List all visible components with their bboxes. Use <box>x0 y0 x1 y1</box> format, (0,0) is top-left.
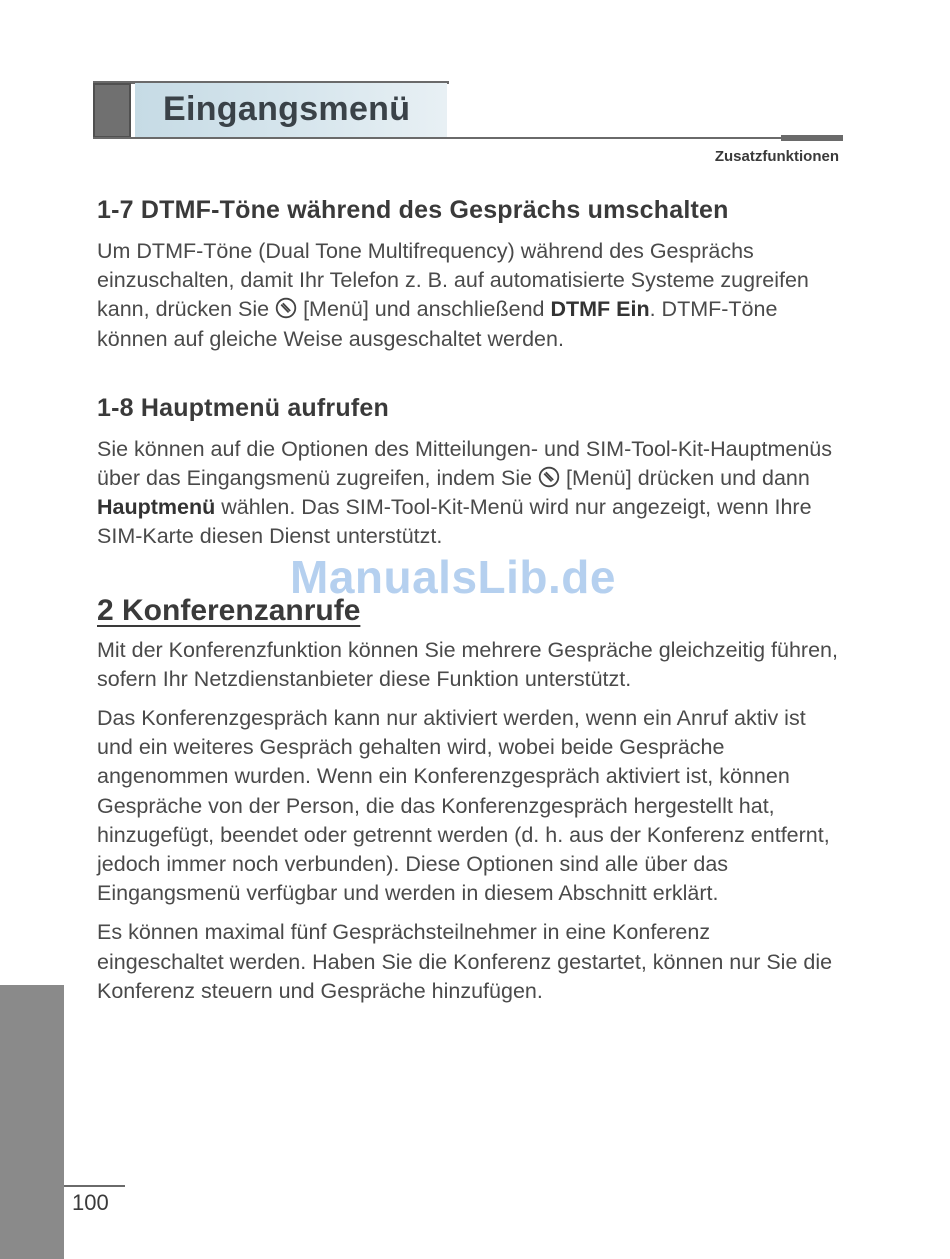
paragraph-1-7 <box>97 237 842 354</box>
paragraph-1-8-text-3: wählen. Das SIM-Tool-Kit-Menü wird nur angezeigt, wenn Ihre SIM-Karte diesen Dienst unterstützt. <box>97 495 812 549</box>
page-number-rule <box>64 1185 125 1187</box>
menu-key-icon <box>275 297 297 319</box>
heading-2: 2 Konferenzanrufe <box>97 593 361 627</box>
watermark: ManualsLib.de <box>290 551 616 603</box>
heading-1-7: 1-7 DTMF-Töne während des Gesprächs umschalten <box>97 196 729 224</box>
paragraph-2-1: Mit der Konferenzfunktion können Sie mehrere Gespräche gleichzeitig führen, sofern Ihr Netzdienstanbieter diese Funktion unterstützt. <box>97 637 838 691</box>
page-number: 100 <box>72 1190 109 1215</box>
menu-key-icon <box>538 466 560 488</box>
paragraph-1-8-text-2: [Menü] drücken und dann <box>560 466 810 491</box>
paragraph-1-7-text-1: Um DTMF-Töne (Dual Tone Multifrequency) während des Gesprächs einzuschalten, damit Ihr Telefon z. B. auf automatisierte Systeme zugreifen kann, drücken Sie <box>97 239 809 322</box>
header-rule <box>93 137 843 139</box>
term-hauptmenue: Hauptmenü <box>97 495 216 520</box>
paragraph-2-2: Das Konferenzgespräch kann nur aktiviert werden, wenn ein Anruf aktiv ist und ein weiteres Gespräch gehalten wird, wobei beide Gespräche angenommen wurden. Wenn ein Konferenzgespräch aktiviert ist, können Gespräche von der Person, die das Konferenzgespräch hergestellt hat, hinzugefügt, beendet oder getrennt werden (d. h. aus der Konferenz entfernt, jedoch immer noch verbunden). Diese Optionen sind alle über das Eingangsmenü verfügbar und werden in diesem Abschnitt erklärt. <box>97 706 830 906</box>
section-label: Zusatzfunktionen <box>714 148 839 165</box>
header-rule-accent <box>781 135 843 141</box>
paragraph-1-8 <box>97 435 842 552</box>
heading-1-8: 1-8 Hauptmenü aufrufen <box>97 393 389 422</box>
paragraph-1-8-text-1: Sie können auf die Optionen des Mitteilungen- und SIM-Tool-Kit-Hauptmenüs über das Eingangsmenü zugreifen, indem Sie <box>97 436 832 491</box>
chapter-marker <box>93 83 131 138</box>
paragraph-1-7-text-3: . DTMF-Töne können auf gleiche Weise ausgeschaltet werden. <box>97 297 778 351</box>
term-dtmf-ein: DTMF Ein <box>550 297 650 322</box>
side-tab <box>0 985 64 1259</box>
paragraph-2-3: Es können maximal fünf Gesprächsteilnehmer in eine Konferenz eingeschaltet werden. Haben Sie die Konferenz gestartet, können nur Sie die Konferenz steuern und Gespräche hinzufügen. <box>97 920 833 1003</box>
chapter-title: Eingangsmenü <box>163 90 411 128</box>
paragraph-1-7-text-2: [Menü] und anschließend <box>297 297 551 322</box>
